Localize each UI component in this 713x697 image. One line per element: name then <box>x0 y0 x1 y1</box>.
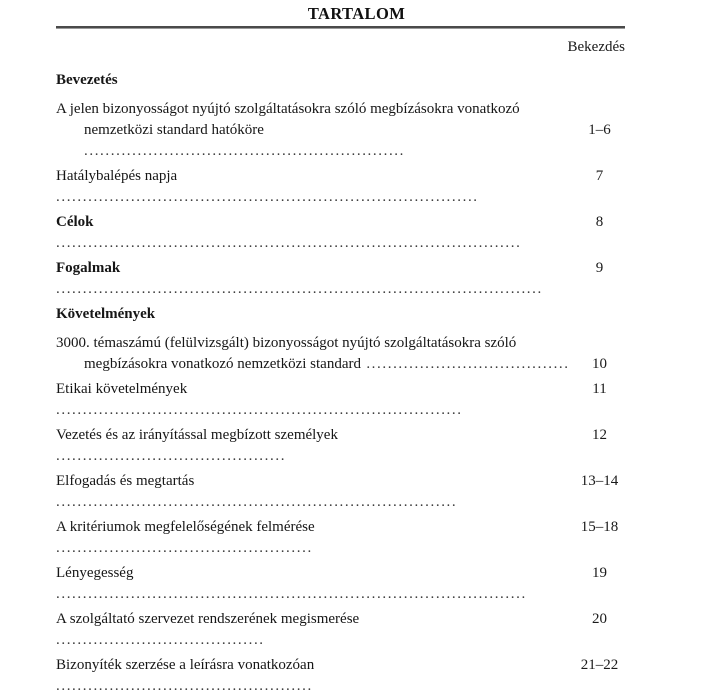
toc-entry-label: A jelen bizonyosságot nyújtó szolgáltatásokra szóló megbízásokra vonatkozó nemzetközi standard hatóköre <box>56 101 520 138</box>
toc-entry-number: 13–14 <box>580 473 619 489</box>
toc-entry-number: 7 <box>595 168 604 184</box>
toc-entry-label: Lényegesség <box>56 565 134 581</box>
toc-entry-label: Elfogadás és megtartás <box>56 473 195 489</box>
toc-section-heading <box>56 300 656 329</box>
toc-entry <box>56 421 543 467</box>
toc-entry-row <box>56 467 656 513</box>
dot-leader: ............................................................................... <box>56 189 479 205</box>
toc-entry <box>56 300 543 325</box>
dot-leader: ...................................... <box>360 356 570 372</box>
toc-entry <box>56 605 543 651</box>
toc-entry-row <box>56 651 656 697</box>
dot-leader: ............................................................ <box>84 143 405 159</box>
toc-entry-number: 9 <box>595 260 604 276</box>
toc-entry-label: Etikai követelmények <box>56 381 188 397</box>
toc-entry-number: 11 <box>592 381 607 397</box>
toc-entry <box>56 254 543 300</box>
toc-entry-row <box>56 605 656 651</box>
toc-entry-number: 15–18 <box>580 519 619 535</box>
toc-entry <box>56 66 543 91</box>
toc-entry <box>56 329 571 375</box>
toc-entry-label: Vezetés és az irányítással megbízott személyek <box>56 427 338 443</box>
dot-leader: ........................................................................... <box>56 494 458 510</box>
toc-entry <box>56 375 543 421</box>
toc-entry-number: 1–6 <box>588 122 611 138</box>
toc-entry-label: Követelmények <box>56 306 156 322</box>
toc-entry-label: Bevezetés <box>56 72 118 88</box>
toc-entry-row <box>56 559 656 605</box>
dot-leader: ................................................ <box>56 678 313 694</box>
toc-entry-row <box>56 208 656 254</box>
toc-entry <box>56 559 543 605</box>
toc-entry-row <box>56 329 656 375</box>
toc-entry-row <box>56 513 656 559</box>
toc-entry-row <box>56 162 656 208</box>
toc-entry-number: 19 <box>592 565 607 581</box>
toc-entry-number <box>543 300 656 304</box>
toc-entry-row <box>56 421 656 467</box>
dot-leader: ........................................................................................... <box>56 281 543 297</box>
toc-entry <box>56 651 543 697</box>
toc-entry-label: A szolgáltató szervezet rendszerének megismerése <box>56 611 360 627</box>
toc-entry-number: 12 <box>592 427 607 443</box>
toc-entry <box>56 208 543 254</box>
toc-section-heading <box>56 66 656 95</box>
toc-entry-label: Célok <box>56 214 94 230</box>
dot-leader: ....................................................................................... <box>56 235 522 251</box>
dot-leader: ........................................................................................ <box>56 586 527 602</box>
toc-entry-label: Hatálybalépés napja <box>56 168 178 184</box>
toc-entry <box>56 95 571 162</box>
title-divider <box>56 26 625 29</box>
toc-entry-row <box>56 375 656 421</box>
toc-entry-number: 20 <box>592 611 607 627</box>
toc-entry-row <box>56 254 656 300</box>
column-header-paragraph: Bekezdés <box>567 39 625 55</box>
toc-entry-label: Fogalmak <box>56 260 121 276</box>
toc-entry-label: 3000. témaszámú (felülvizsgált) bizonyosságot nyújtó szolgáltatásokra szóló megbízásokra vonatkozó nemzetközi standard <box>56 335 517 372</box>
dot-leader: ................................................ <box>56 540 313 556</box>
toc-entry-number: 8 <box>595 214 604 230</box>
toc-entry-row <box>56 95 656 162</box>
toc-entry-number: 21–22 <box>580 657 619 673</box>
dot-leader: ............................................................................ <box>56 402 463 418</box>
toc-entry-label: Bizonyíték szerzése a leírásra vonatkozóan <box>56 657 315 673</box>
toc-entry <box>56 467 543 513</box>
toc-entry <box>56 162 543 208</box>
table-of-contents <box>56 66 656 697</box>
toc-entry-number <box>543 66 656 70</box>
toc-entry-number: 10 <box>592 356 607 372</box>
toc-entry-label: A kritériumok megfelelőségének felmérése <box>56 519 315 535</box>
dot-leader: ....................................... <box>56 632 265 648</box>
toc-entry <box>56 513 543 559</box>
page-title: TARTALOM <box>307 4 406 23</box>
dot-leader: ........................................... <box>56 448 287 464</box>
